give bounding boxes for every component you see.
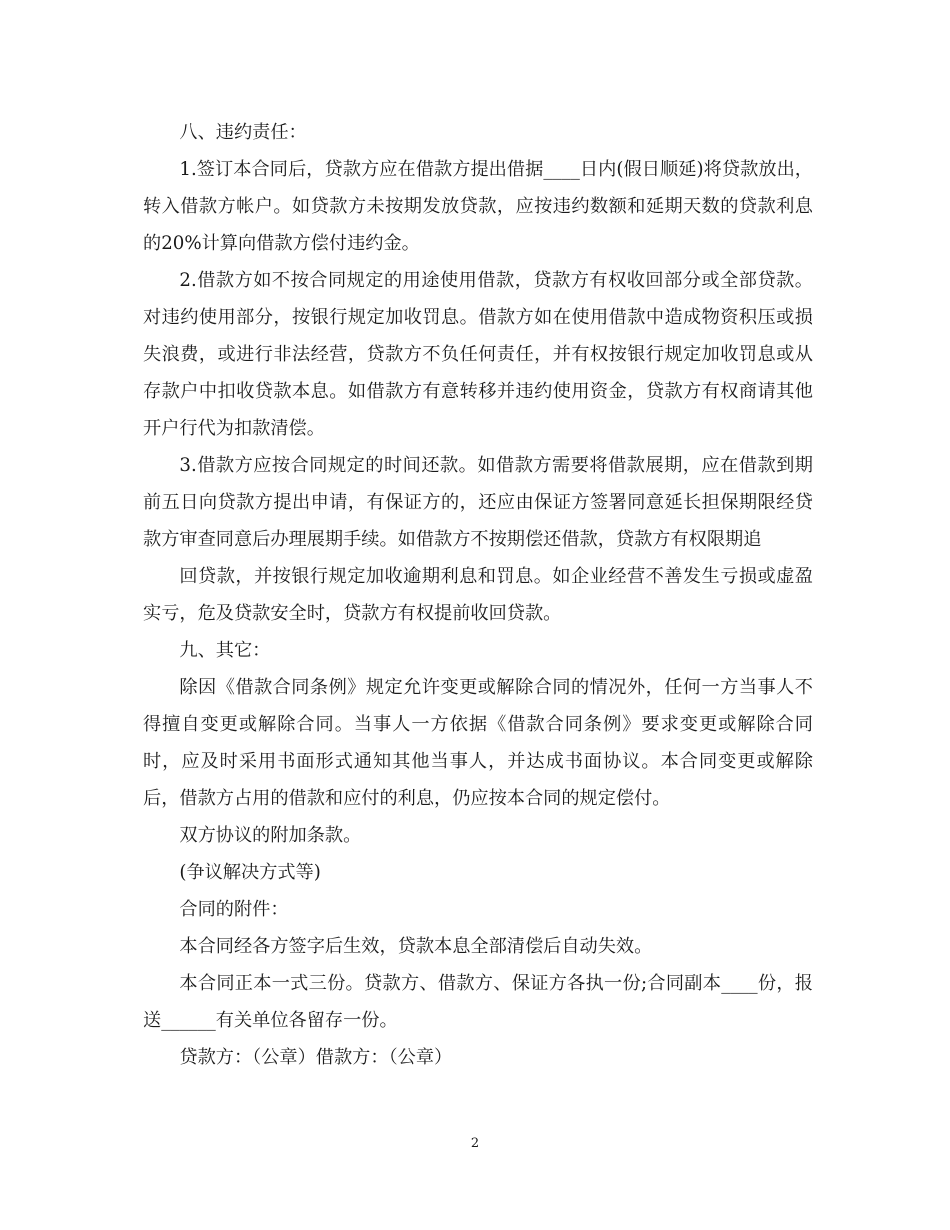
- clause-1-loan-disbursement: 1.签订本合同后，贷款方应在借款方提出借据____日内(假日顺延)将贷款放出，转入借款方帐户。如贷款方未按期发放贷款，应按违约数额和延期天数的贷款利息的20%计算向借款方偿付违约金。: [143, 159, 813, 254]
- signature-line: 贷款方：（公章）借款方：（公章）: [179, 1047, 453, 1068]
- clause-3-repayment: 3.借款方应按合同规定的时间还款。如借款方需要将借款展期，应在借款到期前五日向贷款方提出申请，有保证方的，还应由保证方签署同意延长担保期限经贷款方审查同意后办理展期手续。如借款方不按期偿还借款，贷款方有权限期追: [143, 455, 813, 550]
- clause-2-loan-misuse: 2.借款方如不按合同规定的用途使用借款，贷款方有权收回部分或全部贷款。对违约使用部分，按银行规定加收罚息。借款方如在使用借款中造成物资积压或损失浪费，或进行非法经营，贷款方不负任何责任，并有权按银行规定加收罚息或从存款户中扣收贷款本息。如借款方有意转移并违约使用资金，贷款方有权商请其他开户行代为扣款清偿。: [143, 270, 813, 439]
- clause-3-continuation: 回贷款，并按银行规定加收逾期利息和罚息。如企业经营不善发生亏损或虚盈实亏，危及贷款安全时，贷款方有权提前收回贷款。: [143, 566, 813, 624]
- document-body: [143, 114, 813, 1076]
- attachments-line: 合同的附件：: [179, 899, 289, 920]
- dispute-resolution-line: (争议解决方式等): [179, 862, 321, 883]
- additional-terms-line: 双方协议的附加条款。: [179, 825, 362, 846]
- section-heading-other: 九、其它：: [179, 640, 271, 661]
- effectiveness-line: 本合同经各方签字后生效，贷款本息全部清偿后自动失效。: [179, 936, 653, 957]
- page-number: 2: [470, 1136, 480, 1151]
- copies-paragraph: 本合同正本一式三份。贷款方、借款方、保证方各执一份;合同副本____份，报送______有关单位各留存一份。: [143, 973, 813, 1031]
- section-heading-breach-liability: 八、违约责任：: [179, 122, 307, 143]
- contract-modification-paragraph: 除因《借款合同条例》规定允许变更或解除合同的情况外，任何一方当事人不得擅自变更或解除合同。当事人一方依据《借款合同条例》要求变更或解除合同时，应及时采用书面形式通知其他当事人，并达成书面协议。本合同变更或解除后，借款方占用的借款和应付的利息，仍应按本合同的规定偿付。: [143, 677, 813, 809]
